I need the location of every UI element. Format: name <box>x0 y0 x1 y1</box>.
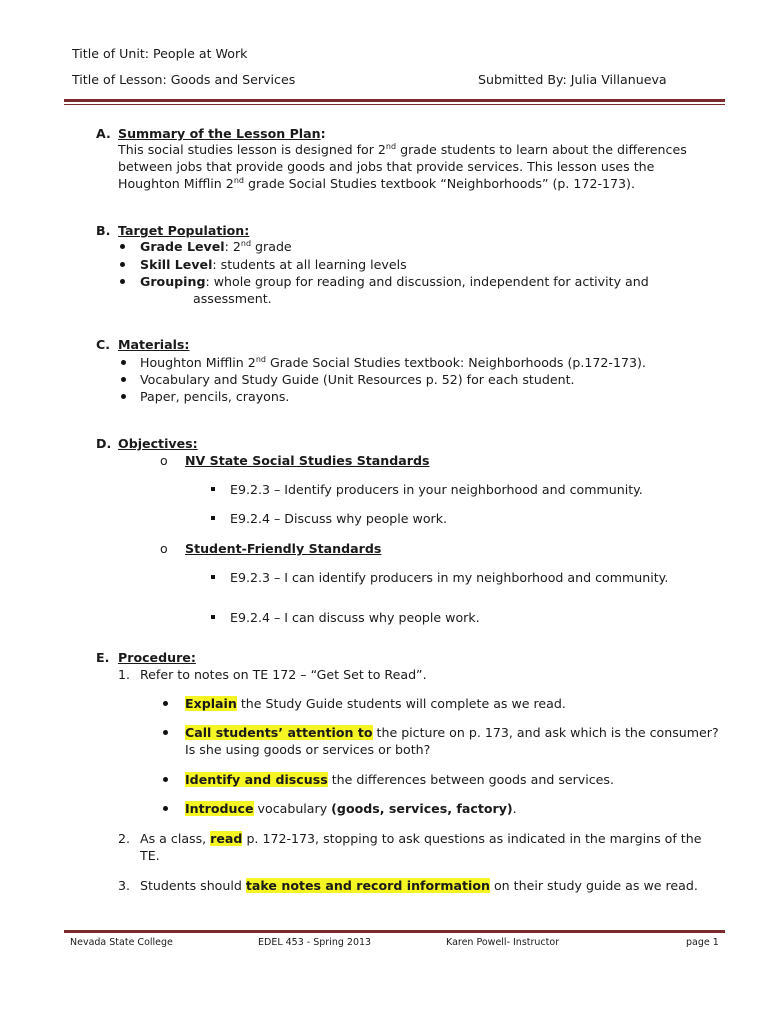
materials-item-textbook: Houghton Mifflin 2nd Grade Social Studies textbook: Neighborhoods (p.172-173). <box>140 355 646 370</box>
footer-page-number: page 1 <box>686 937 719 948</box>
section-c-letter: C. <box>96 337 111 352</box>
grouping-item-cont: assessment. <box>193 291 272 306</box>
nv-standards-heading: NV State Social Studies Standards <box>185 453 430 468</box>
grouping-item: Grouping: whole group for reading and discussion, independent for activity and <box>140 274 649 289</box>
circle-bullet-icon: o <box>160 541 168 556</box>
section-e-letter: E. <box>96 650 110 665</box>
procedure-attention: Call students’ attention to the picture on p. 173, and ask which is the consumer? <box>185 725 719 740</box>
section-a-line3: Houghton Mifflin 2nd grade Social Studies textbook “Neighborhoods” (p. 172-173). <box>118 176 635 191</box>
section-a-line1: This social studies lesson is designed for 2nd grade students to learn about the differences <box>118 142 687 157</box>
square-bullet-icon <box>211 615 215 619</box>
student-standard-e923: E9.2.3 – I can identify producers in my neighborhood and community. <box>230 570 669 585</box>
materials-item-guide: Vocabulary and Study Guide (Unit Resources p. 52) for each student. <box>140 372 575 387</box>
section-b-letter: B. <box>96 223 111 238</box>
student-standards-heading: Student-Friendly Standards <box>185 541 382 556</box>
skill-level-item: Skill Level: students at all learning levels <box>140 257 407 272</box>
footer-course: EDEL 453 - Spring 2013 <box>258 937 372 948</box>
bullet-icon <box>120 262 125 267</box>
header-rule-thick <box>64 99 725 102</box>
grade-level-item: Grade Level: 2nd grade <box>140 239 292 254</box>
footer-college: Nevada State College <box>70 937 173 948</box>
footer-instructor: Karen Powell- Instructor <box>446 937 560 948</box>
nv-standard-e923: E9.2.3 – Identify producers in your neighborhood and community. <box>230 482 643 497</box>
submitted-by: Submitted By: Julia Villanueva <box>478 72 667 87</box>
bullet-icon <box>163 730 168 735</box>
bullet-icon <box>163 701 168 706</box>
step-2-text: As a class, read p. 172-173, stopping to ask questions as indicated in the margins of the <box>140 831 702 846</box>
step-3-text: Students should take notes and record information on their study guide as we read. <box>140 878 698 893</box>
bullet-icon <box>121 377 126 382</box>
bullet-icon <box>163 777 168 782</box>
square-bullet-icon <box>211 575 215 579</box>
section-e-heading: Procedure: <box>118 650 196 665</box>
step-1-number: 1. <box>118 667 131 682</box>
procedure-attention-cont: Is she using goods or services or both? <box>185 742 431 757</box>
section-d-letter: D. <box>96 436 112 451</box>
student-standard-e924: E9.2.4 – I can discuss why people work. <box>230 610 480 625</box>
step-3-number: 3. <box>118 878 131 893</box>
square-bullet-icon <box>211 516 215 520</box>
section-d-heading: Objectives: <box>118 436 198 451</box>
square-bullet-icon <box>211 487 215 491</box>
section-a-line2: between jobs that provide goods and jobs that provide services. This lesson uses the <box>118 159 655 174</box>
bullet-icon <box>163 806 168 811</box>
section-a-letter: A. <box>96 126 111 141</box>
bullet-icon <box>120 244 125 249</box>
bullet-icon <box>120 279 125 284</box>
bullet-icon <box>121 360 126 365</box>
unit-title: Title of Unit: People at Work <box>72 46 248 61</box>
materials-item-supplies: Paper, pencils, crayons. <box>140 389 290 404</box>
section-a-heading: Summary of the Lesson Plan: <box>118 126 326 141</box>
step-2-cont: TE. <box>140 848 160 863</box>
section-c-heading: Materials: <box>118 337 190 352</box>
procedure-introduce: Introduce vocabulary (goods, services, factory). <box>185 801 517 816</box>
lesson-title: Title of Lesson: Goods and Services <box>72 72 296 87</box>
nv-standard-e924: E9.2.4 – Discuss why people work. <box>230 511 448 526</box>
header-rule-thin <box>64 104 725 105</box>
footer-rule <box>64 930 725 933</box>
step-2-number: 2. <box>118 831 131 846</box>
section-b-heading: Target Population: <box>118 223 250 238</box>
procedure-explain: Explain the Study Guide students will complete as we read. <box>185 696 566 711</box>
procedure-identify: Identify and discuss the differences between goods and services. <box>185 772 614 787</box>
circle-bullet-icon: o <box>160 453 168 468</box>
bullet-icon <box>121 394 126 399</box>
step-1-text: Refer to notes on TE 172 – “Get Set to Read”. <box>140 667 427 682</box>
